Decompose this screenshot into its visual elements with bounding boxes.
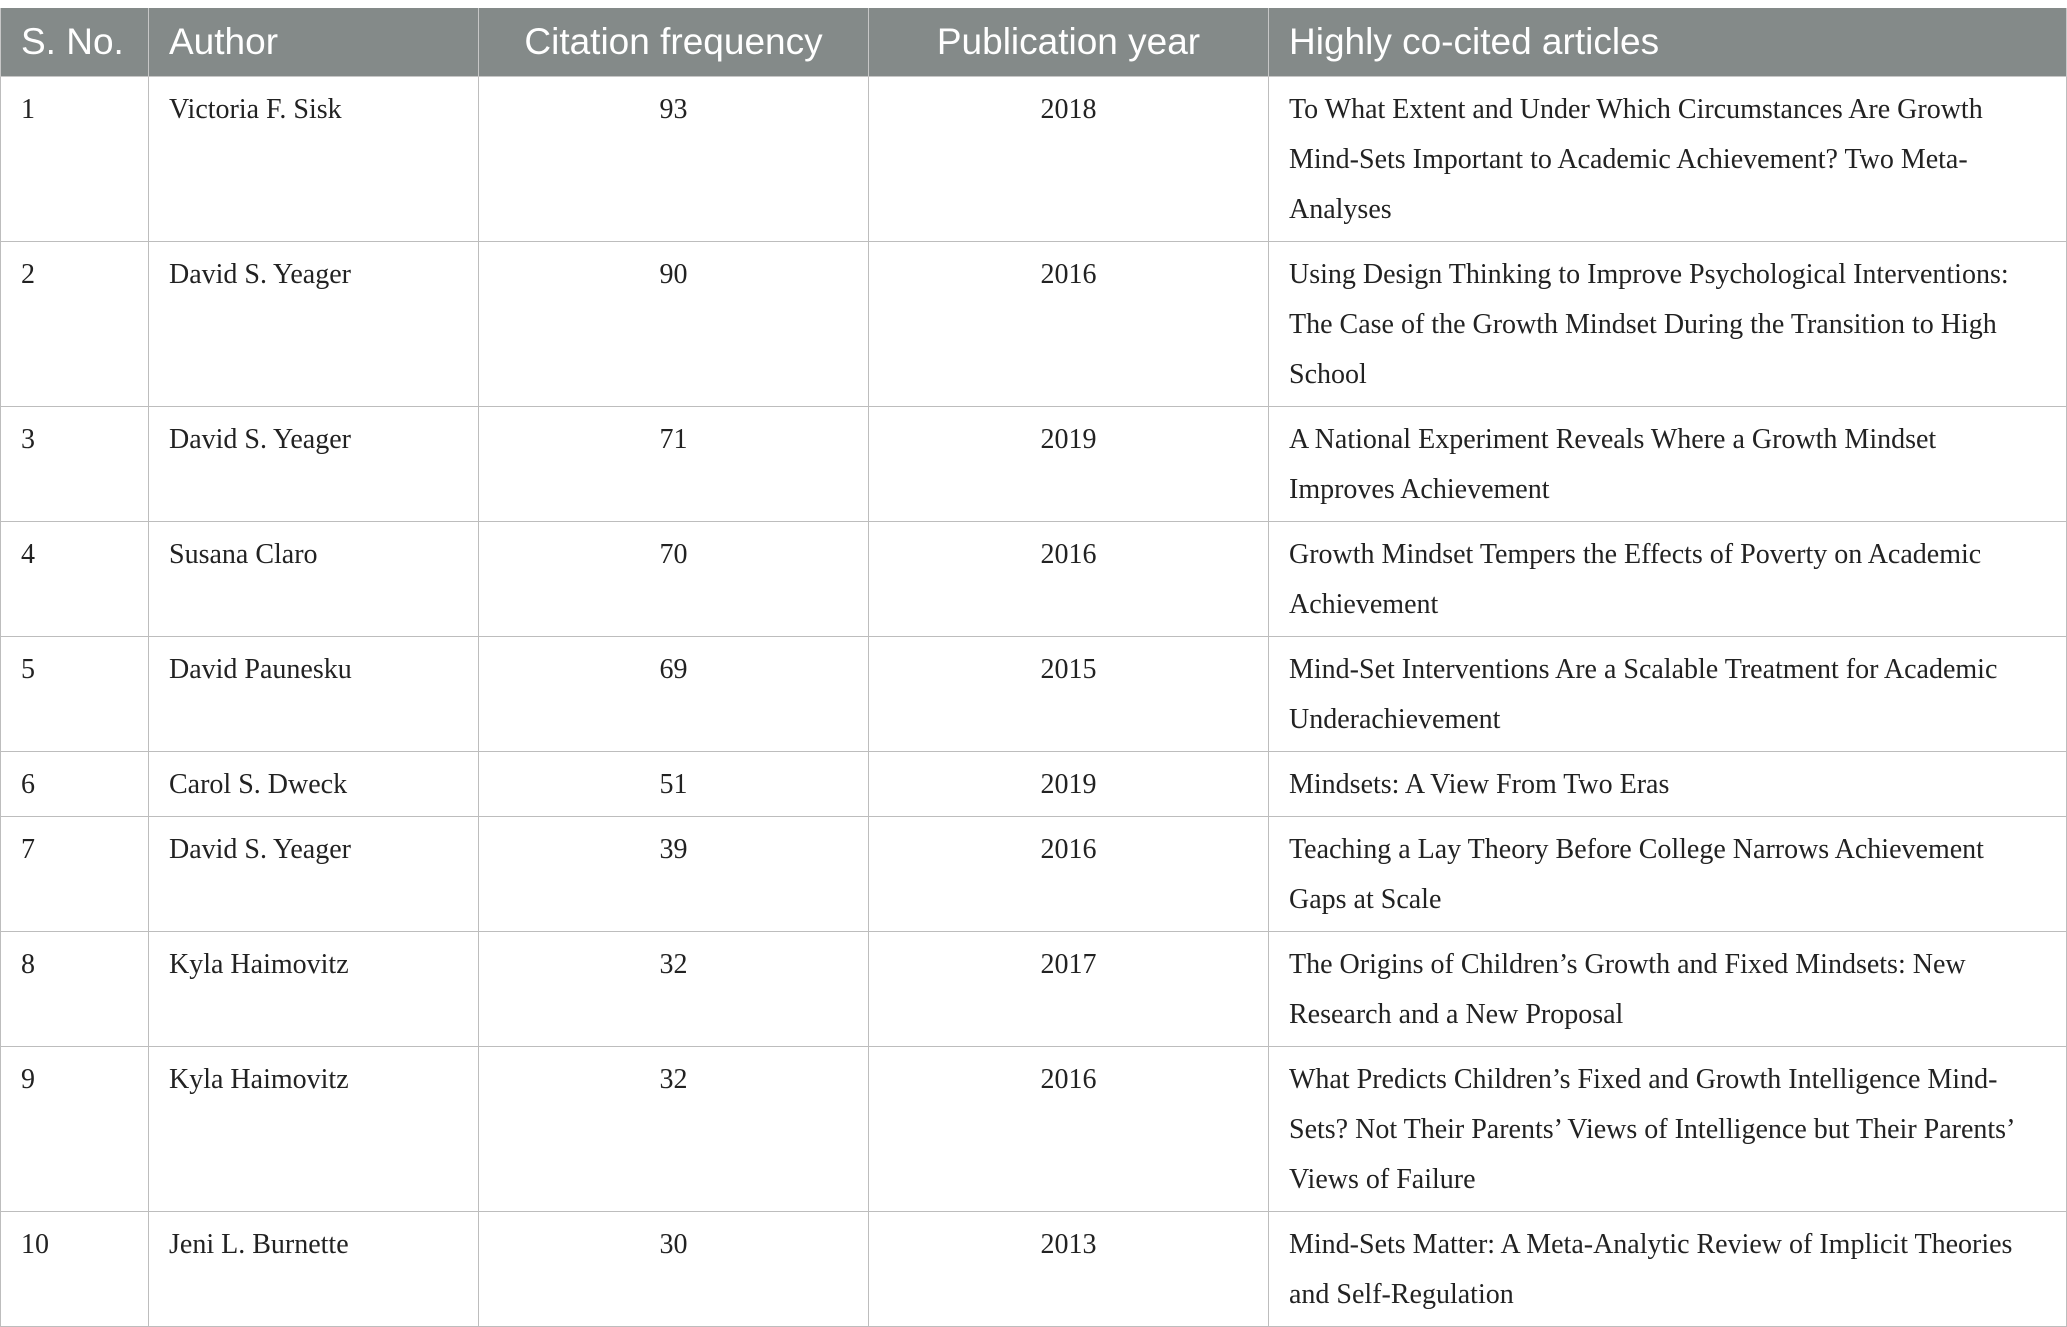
cell-article: A National Experiment Reveals Where a Growth Mindset Improves Achievement (1269, 407, 2067, 522)
cell-citations: 39 (479, 817, 869, 932)
cell-article: To What Extent and Under Which Circumstances Are Growth Mind-Sets Important to Academic Achievement? Two Meta-Analyses (1269, 77, 2067, 242)
cell-year: 2016 (869, 1047, 1269, 1212)
header-articles: Highly co-cited articles (1269, 8, 2067, 77)
cell-citations: 93 (479, 77, 869, 242)
cell-author: Kyla Haimovitz (149, 932, 479, 1047)
cell-citations: 71 (479, 407, 869, 522)
cell-author: David S. Yeager (149, 242, 479, 407)
cell-article: Using Design Thinking to Improve Psychological Interventions: The Case of the Growth Mindset During the Transition to High School (1269, 242, 2067, 407)
header-citation-frequency: Citation frequency (479, 8, 869, 77)
cell-article: Growth Mindset Tempers the Effects of Poverty on Academic Achievement (1269, 522, 2067, 637)
cell-sno: 5 (1, 637, 149, 752)
table-row (1, 752, 2067, 817)
table-body (1, 77, 2067, 1327)
table-row (1, 1212, 2067, 1327)
cell-year: 2015 (869, 637, 1269, 752)
cell-sno: 4 (1, 522, 149, 637)
cell-citations: 32 (479, 1047, 869, 1212)
cell-article: The Origins of Children’s Growth and Fixed Mindsets: New Research and a New Proposal (1269, 932, 2067, 1047)
cell-year: 2016 (869, 522, 1269, 637)
cell-sno: 3 (1, 407, 149, 522)
header-author: Author (149, 8, 479, 77)
cell-author: Jeni L. Burnette (149, 1212, 479, 1327)
cell-author: David Paunesku (149, 637, 479, 752)
cell-author: Kyla Haimovitz (149, 1047, 479, 1212)
cell-sno: 8 (1, 932, 149, 1047)
cell-citations: 51 (479, 752, 869, 817)
table-row (1, 817, 2067, 932)
cell-article: Mind-Sets Matter: A Meta-Analytic Review of Implicit Theories and Self-Regulation (1269, 1212, 2067, 1327)
cell-author: Carol S. Dweck (149, 752, 479, 817)
table-row (1, 932, 2067, 1047)
cell-citations: 70 (479, 522, 869, 637)
cell-citations: 30 (479, 1212, 869, 1327)
table-row (1, 522, 2067, 637)
co-citation-table (0, 8, 2067, 1327)
cell-citations: 32 (479, 932, 869, 1047)
cell-sno: 1 (1, 77, 149, 242)
cell-article: Mind-Set Interventions Are a Scalable Treatment for Academic Underachievement (1269, 637, 2067, 752)
cell-year: 2013 (869, 1212, 1269, 1327)
cell-article: Teaching a Lay Theory Before College Narrows Achievement Gaps at Scale (1269, 817, 2067, 932)
cell-year: 2017 (869, 932, 1269, 1047)
table-row (1, 407, 2067, 522)
cell-year: 2016 (869, 817, 1269, 932)
co-citation-table-container (0, 8, 2066, 1327)
cell-article: Mindsets: A View From Two Eras (1269, 752, 2067, 817)
table-row (1, 242, 2067, 407)
header-publication-year: Publication year (869, 8, 1269, 77)
cell-sno: 6 (1, 752, 149, 817)
cell-author: Susana Claro (149, 522, 479, 637)
cell-sno: 2 (1, 242, 149, 407)
cell-year: 2019 (869, 407, 1269, 522)
cell-author: David S. Yeager (149, 817, 479, 932)
cell-article: What Predicts Children’s Fixed and Growth Intelligence Mind-Sets? Not Their Parents’ Views of Intelligence but Their Parents’ Views of Failure (1269, 1047, 2067, 1212)
cell-year: 2016 (869, 242, 1269, 407)
cell-year: 2019 (869, 752, 1269, 817)
cell-sno: 7 (1, 817, 149, 932)
table-row (1, 1047, 2067, 1212)
cell-citations: 69 (479, 637, 869, 752)
cell-year: 2018 (869, 77, 1269, 242)
cell-citations: 90 (479, 242, 869, 407)
table-header (1, 8, 2067, 77)
table-row (1, 637, 2067, 752)
table-row (1, 77, 2067, 242)
cell-sno: 10 (1, 1212, 149, 1327)
header-sno: S. No. (1, 8, 149, 77)
header-row (1, 8, 2067, 77)
cell-author: Victoria F. Sisk (149, 77, 479, 242)
cell-author: David S. Yeager (149, 407, 479, 522)
cell-sno: 9 (1, 1047, 149, 1212)
